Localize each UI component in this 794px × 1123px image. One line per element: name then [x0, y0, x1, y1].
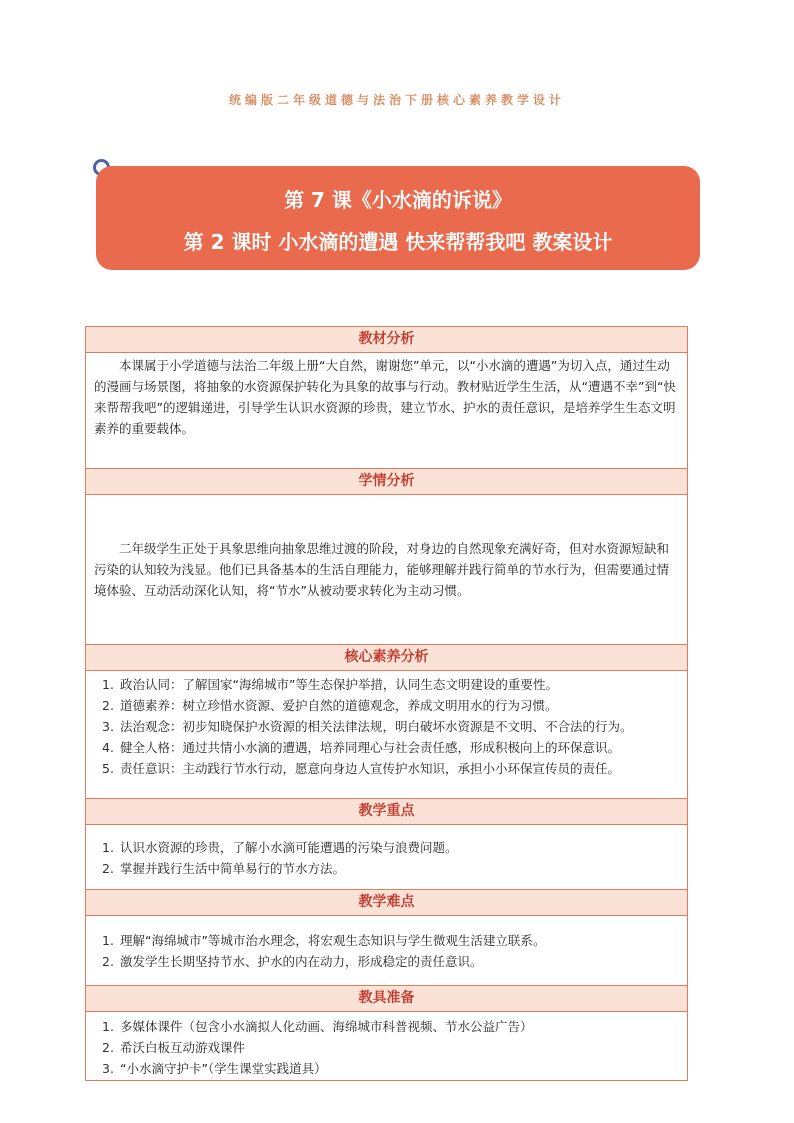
section-header-difficulties: 教学难点	[86, 890, 687, 916]
title-banner	[96, 166, 700, 270]
teaching-analysis-text: 本课属于小学道德与法治二年级上册“大自然，谢谢您”单元，以“小水滴的遭遇”为切入点，通过生动的漫画与场景图，将抽象的水资源保护转化为具象的故事与行动。教材贴近学生生活，从“遭遇不幸”到“快来帮帮我吧”的逻辑递进，引导学生认识水资源的珍贵，建立节水、护水的责任意识，是培养学生生态文明素养的重要载体。	[94, 358, 676, 436]
list-item: 5. 责任意识：主动践行节水行动，愿意向身边人宣传护水知识，承担小小环保宣传员的责任。	[102, 761, 620, 776]
list-item: 1. 政治认同：了解国家“海绵城市”等生态保护举措，认同生态文明建设的重要性。	[102, 677, 558, 692]
section-body-teaching-analysis	[86, 353, 687, 469]
difficulties-list	[94, 930, 679, 972]
list-item: 2. 希沃白板互动游戏课件	[102, 1040, 245, 1055]
list-item: 1. 理解“海绵城市”等城市治水理念，将宏观生态知识与学生微观生活建立联系。	[102, 933, 546, 948]
list-item: 2. 掌握并践行生活中简单易行的节水方法。	[102, 861, 345, 876]
section-body-tools	[86, 1012, 687, 1080]
list-item: 1. 多媒体课件（包含小水滴拟人化动画、海绵城市科普视频、节水公益广告）	[102, 1019, 533, 1034]
section-header-core-literacy: 核心素养分析	[86, 645, 687, 671]
section-header-tools: 教具准备	[86, 986, 687, 1012]
core-literacy-list	[94, 674, 679, 779]
list-item: 4. 健全人格：通过共情小水滴的遭遇，培养同理心与社会责任感，形成积极向上的环保意识。	[102, 740, 620, 755]
section-header-key-points: 教学重点	[86, 799, 687, 825]
section-body-difficulties	[86, 916, 687, 986]
key-points-list	[94, 837, 679, 879]
lesson-table	[85, 326, 688, 1081]
tools-list	[94, 1016, 679, 1079]
document-header: 统编版二年级道德与法治下册核心素养教学设计	[228, 93, 565, 107]
student-analysis-text: 二年级学生正处于具象思维向抽象思维过渡的阶段，对身边的自然现象充满好奇，但对水资源短缺和污染的认知较为浅显。他们已具备基本的生活自理能力，能够理解并践行简单的节水行为，但需要通过情境体验、互动活动深化认知，将“节水”从被动要求转化为主动习惯。	[94, 540, 670, 598]
list-item: 3. “小水滴守护卡”（学生课堂实践道具）	[102, 1061, 327, 1076]
lesson-title: 第 7 课《小水滴的诉说》	[284, 188, 512, 212]
section-body-core-literacy	[86, 671, 687, 799]
section-body-key-points	[86, 825, 687, 890]
list-item: 3. 法治观念：初步知晓保护水资源的相关法律法规，明白破坏水资源是不文明、不合法的行为。	[102, 719, 633, 734]
list-item: 1. 认识水资源的珍贵，了解小水滴可能遭遇的污染与浪费问题。	[102, 840, 458, 855]
section-header-teaching-analysis: 教材分析	[86, 327, 687, 353]
section-header-student-analysis: 学情分析	[86, 469, 687, 495]
list-item: 2. 激发学生长期坚持节水、护水的内在动力，形成稳定的责任意识。	[102, 954, 483, 969]
section-body-student-analysis	[86, 495, 687, 645]
lesson-subtitle: 第 2 课时 小水滴的遭遇 快来帮帮我吧 教案设计	[183, 230, 613, 254]
list-item: 2. 道德素养：树立珍惜水资源、爱护自然的道德观念，养成文明用水的行为习惯。	[102, 698, 558, 713]
